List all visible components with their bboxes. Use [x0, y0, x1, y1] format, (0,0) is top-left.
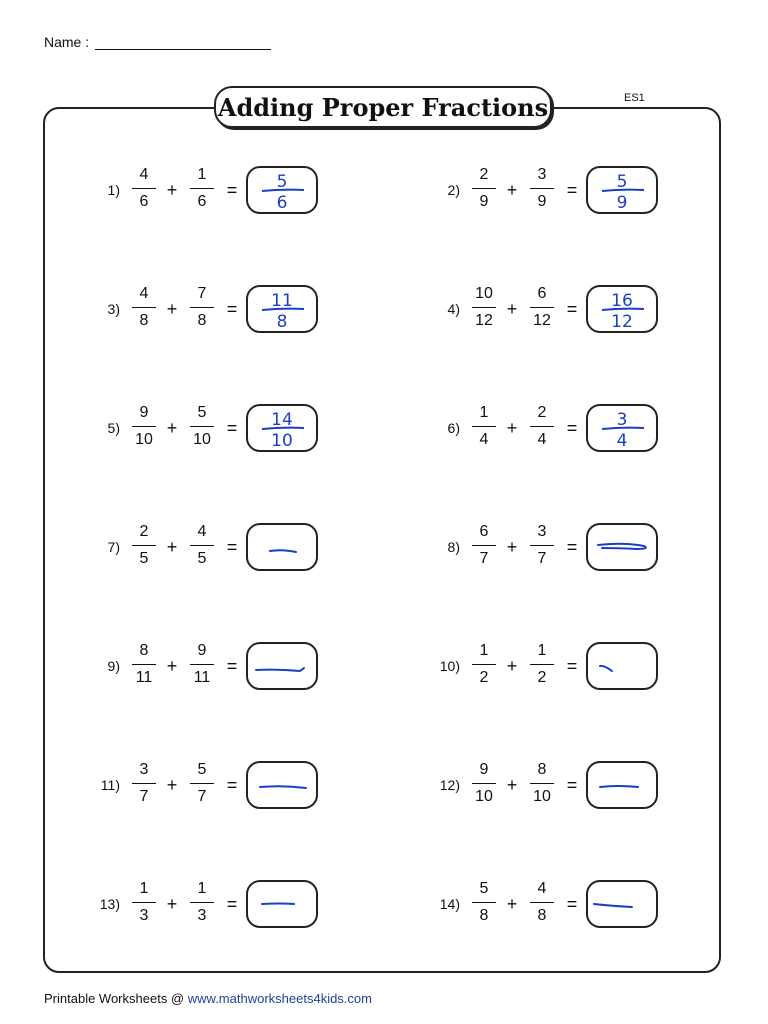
answer-numerator: 3 [616, 410, 628, 430]
numerator: 2 [479, 166, 489, 183]
answer-numerator: 14 [271, 410, 293, 430]
first-fraction [126, 878, 162, 927]
handwritten-dash [262, 904, 294, 905]
denominator: 7 [197, 788, 207, 805]
fraction-bar [530, 664, 554, 665]
answer-denominator: 9 [616, 193, 628, 212]
handwritten-answer [248, 168, 316, 212]
answer-box[interactable] [586, 166, 658, 214]
problem-number: 12) [439, 777, 460, 793]
problem-13 [86, 878, 406, 934]
answer-box[interactable] [246, 642, 318, 690]
footer-prefix: Printable Worksheets @ [44, 991, 188, 1006]
plus-sign: + [506, 894, 518, 914]
denominator: 9 [479, 193, 489, 210]
problem-number: 2) [447, 182, 460, 198]
problem-10 [426, 640, 746, 696]
numerator: 5 [479, 880, 489, 897]
numerator: 8 [537, 761, 547, 778]
fraction-bar [472, 426, 496, 427]
handwritten-answer [588, 287, 656, 331]
problem-7 [86, 521, 406, 577]
numerator: 9 [197, 642, 207, 659]
fraction-bar [132, 902, 156, 903]
handwritten-answer [588, 525, 656, 569]
numerator: 1 [479, 404, 489, 421]
numerator: 9 [139, 404, 149, 421]
numerator: 1 [197, 166, 207, 183]
handwritten-answer [248, 406, 316, 450]
denominator: 12 [475, 312, 493, 329]
denominator: 10 [135, 431, 153, 448]
problem-number: 7) [107, 539, 120, 555]
denominator: 10 [533, 788, 551, 805]
second-fraction [184, 402, 220, 451]
answer-box[interactable] [586, 761, 658, 809]
name-field[interactable] [95, 35, 271, 50]
fraction-bar [530, 783, 554, 784]
second-fraction [524, 402, 560, 451]
handwritten-answer [588, 644, 656, 688]
answer-box[interactable] [246, 523, 318, 571]
plus-sign: + [506, 180, 518, 200]
fraction-bar [530, 902, 554, 903]
answer-denominator: 6 [276, 193, 288, 212]
equals-sign: = [566, 537, 578, 557]
numerator: 3 [139, 761, 149, 778]
second-fraction [184, 759, 220, 808]
answer-box[interactable] [246, 880, 318, 928]
fraction-bar [472, 664, 496, 665]
second-fraction [524, 640, 560, 689]
plus-sign: + [166, 537, 178, 557]
first-fraction [466, 283, 502, 332]
equals-sign: = [226, 299, 238, 319]
denominator: 8 [197, 312, 207, 329]
denominator: 7 [479, 550, 489, 567]
handwritten-answer [248, 287, 316, 331]
handwritten-answer [588, 406, 656, 450]
plus-sign: + [506, 299, 518, 319]
problem-11 [86, 759, 406, 815]
numerator: 1 [197, 880, 207, 897]
numerator: 4 [537, 880, 547, 897]
equals-sign: = [566, 418, 578, 438]
problem-8 [426, 521, 746, 577]
problem-number: 11) [100, 777, 120, 793]
fraction-bar [132, 188, 156, 189]
numerator: 2 [537, 404, 547, 421]
second-fraction [524, 521, 560, 570]
footer-url[interactable]: www.mathworksheets4kids.com [187, 991, 372, 1006]
denominator: 12 [533, 312, 551, 329]
fraction-bar [190, 783, 214, 784]
numerator: 1 [139, 880, 149, 897]
numerator: 4 [139, 166, 149, 183]
fraction-bar [530, 307, 554, 308]
denominator: 5 [197, 550, 207, 567]
second-fraction [184, 878, 220, 927]
problem-number: 3) [107, 301, 120, 317]
denominator: 3 [139, 907, 149, 924]
denominator: 8 [139, 312, 149, 329]
first-fraction [126, 402, 162, 451]
answer-numerator: 11 [271, 291, 293, 311]
numerator: 3 [537, 166, 547, 183]
first-fraction [126, 164, 162, 213]
first-fraction [466, 521, 502, 570]
numerator: 5 [197, 761, 207, 778]
denominator: 4 [537, 431, 547, 448]
denominator: 7 [537, 550, 547, 567]
second-fraction [184, 640, 220, 689]
problem-2 [426, 164, 746, 220]
plus-sign: + [166, 418, 178, 438]
name-row [44, 34, 271, 50]
problem-number: 9) [107, 658, 120, 674]
denominator: 2 [479, 669, 489, 686]
denominator: 9 [537, 193, 547, 210]
problem-4 [426, 283, 746, 339]
fraction-bar [530, 426, 554, 427]
problem-number: 8) [447, 539, 460, 555]
answer-box[interactable] [246, 285, 318, 333]
fraction-bar [190, 307, 214, 308]
denominator: 3 [197, 907, 207, 924]
answer-box[interactable] [246, 404, 318, 452]
numerator: 6 [479, 523, 489, 540]
handwritten-dash [594, 904, 632, 907]
answer-box[interactable] [246, 761, 318, 809]
answer-box[interactable] [586, 404, 658, 452]
first-fraction [466, 640, 502, 689]
handwritten-answer [248, 644, 316, 688]
denominator: 8 [479, 907, 489, 924]
plus-sign: + [506, 775, 518, 795]
first-fraction [126, 283, 162, 332]
problem-14 [426, 878, 746, 934]
problem-6 [426, 402, 746, 458]
equals-sign: = [226, 180, 238, 200]
answer-box[interactable] [586, 523, 658, 571]
numerator: 1 [537, 642, 547, 659]
numerator: 8 [139, 642, 149, 659]
first-fraction [466, 402, 502, 451]
fraction-bar [132, 545, 156, 546]
equals-sign: = [566, 180, 578, 200]
fraction-bar [190, 188, 214, 189]
plus-sign: + [166, 656, 178, 676]
first-fraction [466, 759, 502, 808]
denominator: 4 [479, 431, 489, 448]
denominator: 6 [139, 193, 149, 210]
equals-sign: = [226, 656, 238, 676]
answer-box[interactable] [586, 880, 658, 928]
denominator: 2 [537, 669, 547, 686]
equals-sign: = [566, 775, 578, 795]
plus-sign: + [166, 180, 178, 200]
handwritten-dash [598, 544, 646, 549]
handwritten-answer [588, 882, 656, 926]
handwritten-answer [588, 763, 656, 807]
numerator: 4 [197, 523, 207, 540]
second-fraction [524, 164, 560, 213]
fraction-bar [190, 426, 214, 427]
second-fraction [184, 164, 220, 213]
numerator: 6 [537, 285, 547, 302]
problem-number: 10) [439, 658, 460, 674]
numerator: 9 [479, 761, 489, 778]
denominator: 5 [139, 550, 149, 567]
answer-denominator: 4 [616, 431, 628, 450]
numerator: 4 [139, 285, 149, 302]
second-fraction [524, 283, 560, 332]
fraction-bar [472, 545, 496, 546]
plus-sign: + [166, 894, 178, 914]
numerator: 3 [537, 523, 547, 540]
problem-number: 14) [439, 896, 460, 912]
handwritten-answer [248, 763, 316, 807]
handwritten-answer [248, 882, 316, 926]
plus-sign: + [506, 656, 518, 676]
problem-9 [86, 640, 406, 696]
problem-3 [86, 283, 406, 339]
plus-sign: + [166, 775, 178, 795]
fraction-bar [190, 902, 214, 903]
worksheet-title: Adding Proper Fractions [214, 86, 552, 128]
denominator: 11 [135, 669, 153, 686]
answer-numerator: 5 [616, 172, 628, 192]
equals-sign: = [226, 894, 238, 914]
name-label: Name : [44, 34, 90, 50]
handwritten-dash [270, 550, 296, 552]
problem-number: 13) [99, 896, 120, 912]
problem-number: 4) [447, 301, 460, 317]
answer-denominator: 10 [271, 431, 293, 450]
equals-sign: = [226, 537, 238, 557]
numerator: 1 [479, 642, 489, 659]
problem-number: 1) [107, 182, 120, 198]
fraction-bar [132, 307, 156, 308]
answer-numerator: 5 [276, 172, 288, 192]
fraction-bar [472, 307, 496, 308]
equals-sign: = [226, 775, 238, 795]
equals-sign: = [566, 894, 578, 914]
problem-1 [86, 164, 406, 220]
fraction-bar [472, 783, 496, 784]
fraction-bar [132, 664, 156, 665]
fraction-bar [472, 188, 496, 189]
numerator: 7 [197, 285, 207, 302]
fraction-bar [530, 545, 554, 546]
denominator: 8 [537, 907, 547, 924]
equals-sign: = [226, 418, 238, 438]
problem-12 [426, 759, 746, 815]
answer-denominator: 8 [276, 312, 288, 331]
fraction-bar [472, 902, 496, 903]
plus-sign: + [166, 299, 178, 319]
plus-sign: + [506, 537, 518, 557]
second-fraction [524, 878, 560, 927]
fraction-bar [132, 783, 156, 784]
equals-sign: = [566, 656, 578, 676]
first-fraction [126, 521, 162, 570]
first-fraction [466, 878, 502, 927]
fraction-bar [132, 426, 156, 427]
handwritten-answer [248, 525, 316, 569]
first-fraction [466, 164, 502, 213]
problem-5 [86, 402, 406, 458]
handwritten-dash [260, 786, 306, 788]
problem-number: 5) [107, 420, 120, 436]
fraction-bar [190, 664, 214, 665]
fraction-bar [190, 545, 214, 546]
handwritten-dash [600, 666, 612, 671]
answer-box[interactable] [586, 285, 658, 333]
first-fraction [126, 759, 162, 808]
numerator: 5 [197, 404, 207, 421]
answer-numerator: 16 [611, 291, 633, 311]
denominator: 10 [193, 431, 211, 448]
handwritten-answer [588, 168, 656, 212]
fraction-bar [530, 188, 554, 189]
worksheet-code: ES1 [624, 92, 645, 104]
numerator: 10 [475, 285, 493, 302]
second-fraction [184, 283, 220, 332]
denominator: 11 [193, 669, 211, 686]
problem-number: 6) [447, 420, 460, 436]
denominator: 10 [475, 788, 493, 805]
handwritten-dash [256, 668, 304, 671]
denominator: 6 [197, 193, 207, 210]
answer-box[interactable] [246, 166, 318, 214]
plus-sign: + [506, 418, 518, 438]
answer-denominator: 12 [611, 312, 633, 331]
first-fraction [126, 640, 162, 689]
equals-sign: = [566, 299, 578, 319]
denominator: 7 [139, 788, 149, 805]
second-fraction [184, 521, 220, 570]
footer [44, 991, 372, 1006]
second-fraction [524, 759, 560, 808]
numerator: 2 [139, 523, 149, 540]
answer-box[interactable] [586, 642, 658, 690]
handwritten-dash [600, 786, 638, 787]
